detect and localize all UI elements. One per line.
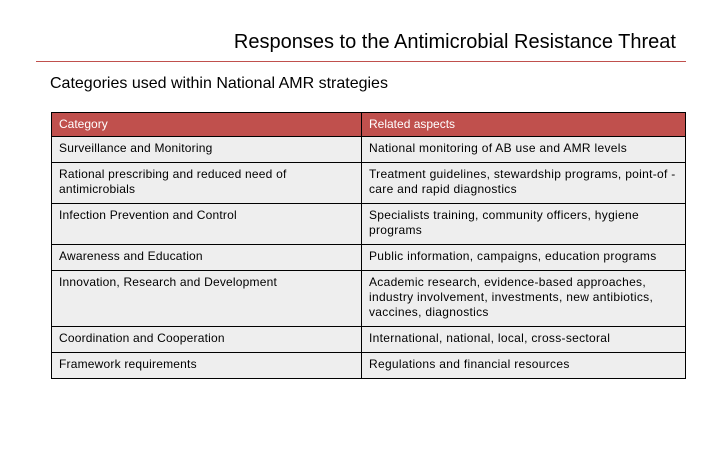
aspects-cell: Academic research, evidence-based approaches, industry involvement, investments, new antibiotics, vaccines, diagnostics (362, 271, 686, 327)
table-row (52, 163, 686, 204)
amr-strategy-table (51, 112, 686, 379)
table-row (52, 137, 686, 163)
table-row (52, 353, 686, 379)
table-header-row (52, 113, 686, 137)
category-cell: Framework requirements (52, 353, 362, 379)
aspects-cell: National monitoring of AB use and AMR levels (362, 137, 686, 163)
category-cell: Rational prescribing and reduced need of antimicrobials (52, 163, 362, 204)
category-cell: Innovation, Research and Development (52, 271, 362, 327)
slide-title: Responses to the Antimicrobial Resistance Threat (233, 31, 676, 53)
aspects-cell: Treatment guidelines, stewardship programs, point-of -care and rapid diagnostics (362, 163, 686, 204)
header-category: Category (52, 113, 362, 137)
table-row (52, 327, 686, 353)
category-cell: Surveillance and Monitoring (52, 137, 362, 163)
table-row (52, 245, 686, 271)
category-cell: Coordination and Cooperation (52, 327, 362, 353)
slide-subtitle: Categories used within National AMR strategies (50, 75, 388, 92)
table-row (52, 204, 686, 245)
header-related-aspects: Related aspects (362, 113, 686, 137)
table-row (52, 271, 686, 327)
category-cell: Awareness and Education (52, 245, 362, 271)
aspects-cell: Regulations and financial resources (362, 353, 686, 379)
category-cell: Infection Prevention and Control (52, 204, 362, 245)
aspects-cell: Specialists training, community officers, hygiene programs (362, 204, 686, 245)
title-divider (36, 61, 686, 62)
aspects-cell: Public information, campaigns, education programs (362, 245, 686, 271)
aspects-cell: International, national, local, cross-sectoral (362, 327, 686, 353)
